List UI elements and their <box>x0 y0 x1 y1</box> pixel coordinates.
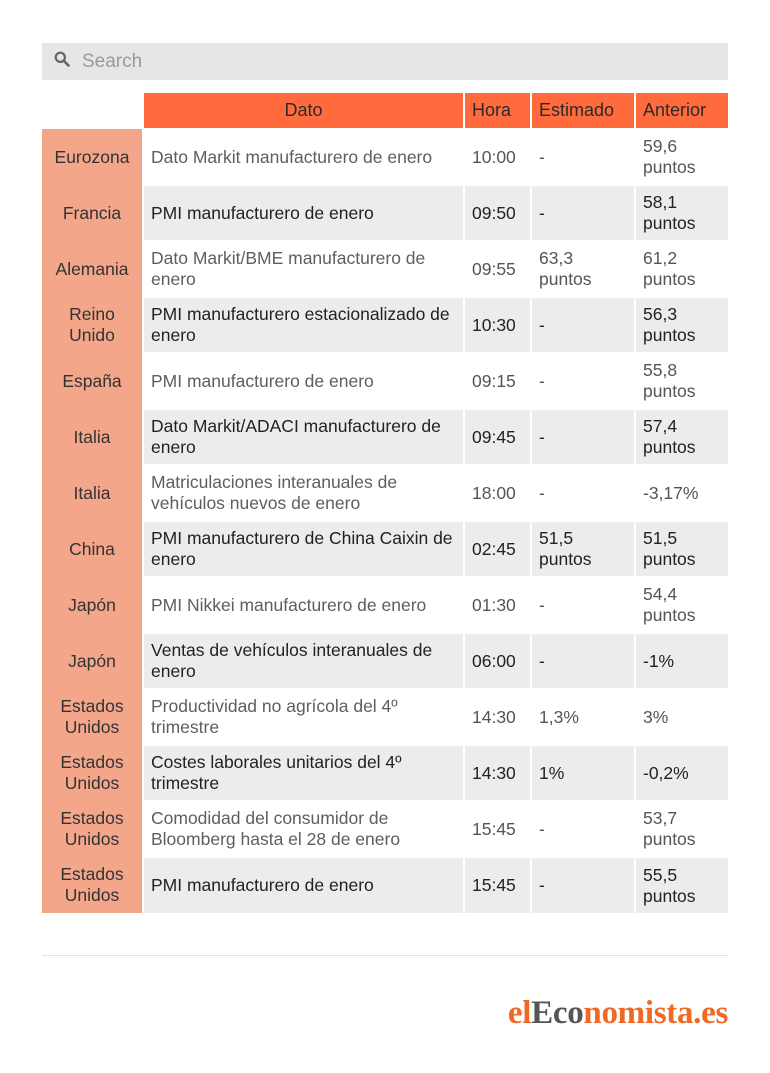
dato-cell: PMI manufacturero de China Caixin de enero <box>143 521 464 577</box>
estimado-cell: - <box>531 801 635 857</box>
anterior-cell: 53,7 puntos <box>635 801 728 857</box>
country-cell: Estados Unidos <box>42 801 143 857</box>
hora-cell: 09:15 <box>464 353 531 409</box>
economic-calendar-table <box>42 93 728 913</box>
hora-cell: 10:00 <box>464 129 531 185</box>
estimado-cell: - <box>531 297 635 353</box>
hora-cell: 09:45 <box>464 409 531 465</box>
anterior-cell: 51,5 puntos <box>635 521 728 577</box>
anterior-cell: 61,2 puntos <box>635 241 728 297</box>
hora-cell: 02:45 <box>464 521 531 577</box>
dato-cell: PMI Nikkei manufacturero de enero <box>143 577 464 633</box>
footer-divider <box>42 955 728 956</box>
header-corner <box>42 93 143 129</box>
dato-cell: Dato Markit/BME manufacturero de enero <box>143 241 464 297</box>
hora-cell: 14:30 <box>464 745 531 801</box>
logo-part-nomista: nomista.es <box>583 995 728 1031</box>
table-row <box>42 801 728 857</box>
column-header-estimado: Estimado <box>531 93 635 129</box>
anterior-cell: 58,1 puntos <box>635 185 728 241</box>
anterior-cell: -1% <box>635 633 728 689</box>
table-row <box>42 353 728 409</box>
country-cell: Estados Unidos <box>42 857 143 913</box>
estimado-cell: - <box>531 353 635 409</box>
dato-cell: Ventas de vehículos interanuales de enero <box>143 633 464 689</box>
hora-cell: 14:30 <box>464 689 531 745</box>
anterior-cell: -3,17% <box>635 465 728 521</box>
dato-cell: Comodidad del consumidor de Bloomberg hasta el 28 de enero <box>143 801 464 857</box>
dato-cell: Dato Markit manufacturero de enero <box>143 129 464 185</box>
dato-cell: Productividad no agrícola del 4º trimestre <box>143 689 464 745</box>
dato-cell: Matriculaciones interanuales de vehículos nuevos de enero <box>143 465 464 521</box>
table-row <box>42 465 728 521</box>
estimado-cell: 63,3 puntos <box>531 241 635 297</box>
table-row <box>42 521 728 577</box>
table-row <box>42 857 728 913</box>
anterior-cell: 56,3 puntos <box>635 297 728 353</box>
search-icon <box>54 51 70 72</box>
anterior-cell: 55,5 puntos <box>635 857 728 913</box>
dato-cell: PMI manufacturero de enero <box>143 353 464 409</box>
country-cell: Estados Unidos <box>42 745 143 801</box>
anterior-cell: 59,6 puntos <box>635 129 728 185</box>
dato-cell: PMI manufacturero de enero <box>143 185 464 241</box>
dato-cell: PMI manufacturero de enero <box>143 857 464 913</box>
estimado-cell: - <box>531 129 635 185</box>
table-row <box>42 297 728 353</box>
anterior-cell: 55,8 puntos <box>635 353 728 409</box>
dato-cell: PMI manufacturero estacionalizado de enero <box>143 297 464 353</box>
country-cell: Italia <box>42 465 143 521</box>
column-header-hora: Hora <box>464 93 531 129</box>
estimado-cell: - <box>531 409 635 465</box>
hora-cell: 18:00 <box>464 465 531 521</box>
table-row <box>42 689 728 745</box>
estimado-cell: 51,5 puntos <box>531 521 635 577</box>
dato-cell: Costes laborales unitarios del 4º trimestre <box>143 745 464 801</box>
country-cell: Francia <box>42 185 143 241</box>
hora-cell: 06:00 <box>464 633 531 689</box>
logo-part-el: el <box>507 995 532 1031</box>
hora-cell: 09:50 <box>464 185 531 241</box>
dato-cell: Dato Markit/ADACI manufacturero de enero <box>143 409 464 465</box>
table-row <box>42 633 728 689</box>
estimado-cell: - <box>531 633 635 689</box>
estimado-cell: - <box>531 577 635 633</box>
hora-cell: 10:30 <box>464 297 531 353</box>
anterior-cell: 3% <box>635 689 728 745</box>
logo-part-eco: Eco <box>531 995 584 1031</box>
country-cell: China <box>42 521 143 577</box>
anterior-cell: -0,2% <box>635 745 728 801</box>
country-cell: Japón <box>42 633 143 689</box>
estimado-cell: 1,3% <box>531 689 635 745</box>
hora-cell: 01:30 <box>464 577 531 633</box>
eleconomista-logo[interactable] <box>508 995 728 1032</box>
search-bar[interactable] <box>42 43 728 80</box>
country-cell: Eurozona <box>42 129 143 185</box>
table-row <box>42 409 728 465</box>
column-header-dato: Dato <box>143 93 464 129</box>
hora-cell: 15:45 <box>464 801 531 857</box>
estimado-cell: - <box>531 857 635 913</box>
country-cell: Alemania <box>42 241 143 297</box>
estimado-cell: 1% <box>531 745 635 801</box>
country-cell: Japón <box>42 577 143 633</box>
country-cell: España <box>42 353 143 409</box>
anterior-cell: 57,4 puntos <box>635 409 728 465</box>
estimado-cell: - <box>531 465 635 521</box>
country-cell: Reino Unido <box>42 297 143 353</box>
column-header-anterior: Anterior <box>635 93 728 129</box>
table-row <box>42 241 728 297</box>
table-row <box>42 745 728 801</box>
table-row <box>42 185 728 241</box>
anterior-cell: 54,4 puntos <box>635 577 728 633</box>
search-input[interactable] <box>80 50 684 74</box>
table-row <box>42 129 728 185</box>
hora-cell: 09:55 <box>464 241 531 297</box>
hora-cell: 15:45 <box>464 857 531 913</box>
table-header-row <box>42 93 728 129</box>
estimado-cell: - <box>531 185 635 241</box>
country-cell: Italia <box>42 409 143 465</box>
country-cell: Estados Unidos <box>42 689 143 745</box>
table-row <box>42 577 728 633</box>
